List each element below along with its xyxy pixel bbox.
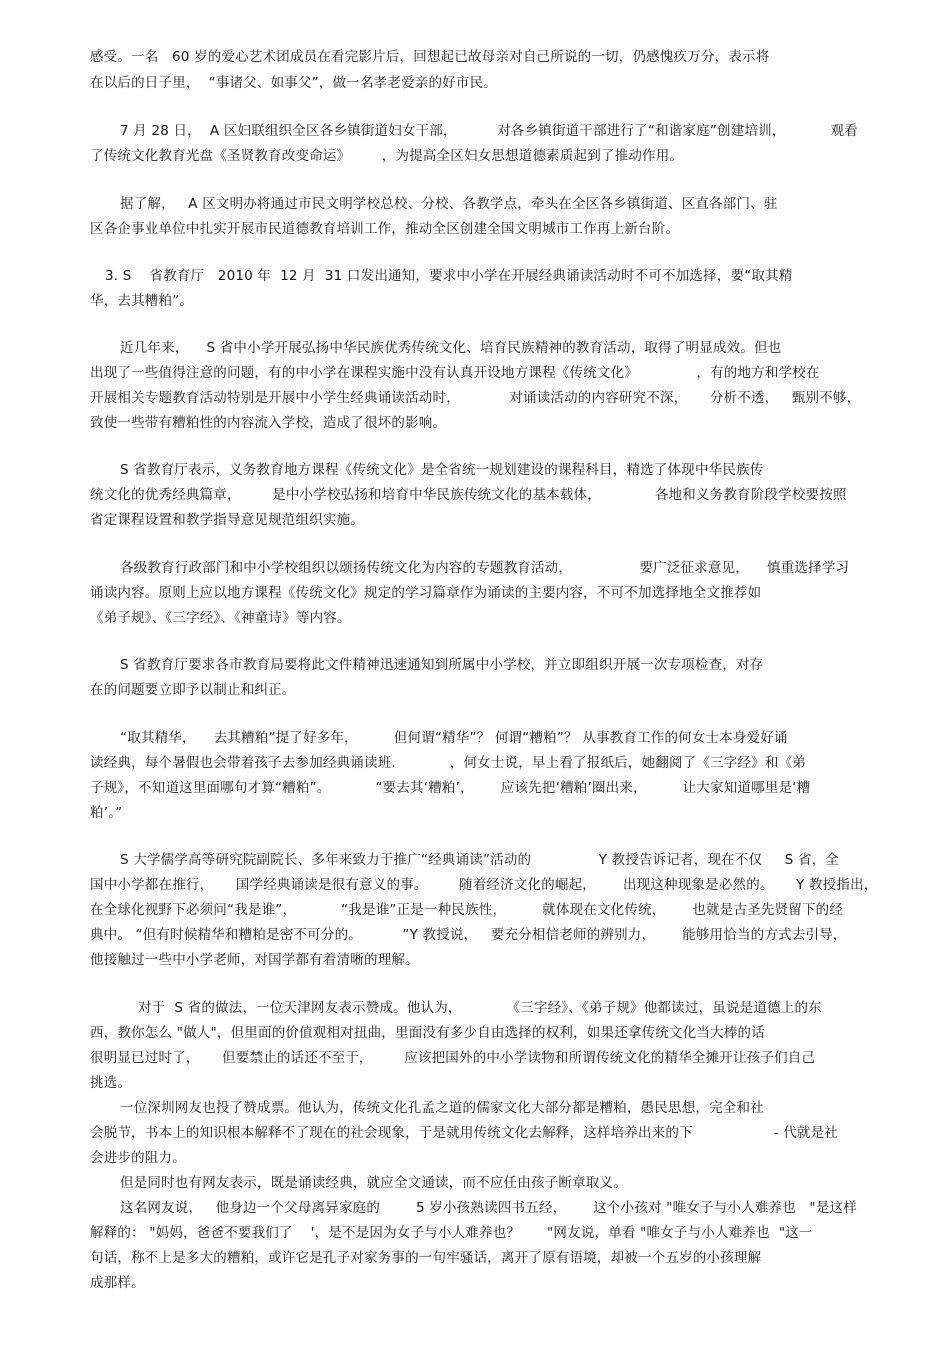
text-line: 省定课程设置和教学指导意见规范组织实施。 <box>90 512 364 528</box>
text-line: 感受。一名 60 岁的爱心艺术团成员在看完影片后，回想起已故母亲对自己所说的一切，仍感愧疚万分，表示将 <box>90 49 770 65</box>
text-line: 一位深圳网友也投了赞成票。他认为，传统文化孔孟之道的儒家文化大部分都是糟粕，愚民思想，完全和社 <box>120 1100 764 1116</box>
text-line: 据了解， A 区文明办将通过市民文明学校总校、分校、各教学点，牵头在全区各乡镇街道、区直各部门、驻 <box>120 196 778 212</box>
text-line: 出现了一些值得注意的问题，有的中小学在课程实施中没有认真开设地方课程《传统文化》 ，有的地方和学校在 <box>90 365 820 381</box>
text-line: 成那样。 <box>90 1275 145 1291</box>
text-line: 各级教育行政部门和中小学校组织以颂扬传统文化为内容的专题教育活动， 要广泛征求意见， 慎重选择学习 <box>120 560 850 576</box>
text-line: S 省教育厅要求各市教育局要将此文件精神迅速通知到所属中小学校，并立即组织开展一次专项检查，对存 <box>120 657 764 673</box>
text-line: 他接触过一些中小学老师，对国学都有着清晰的理解。 <box>90 952 419 968</box>
text-line: 对于 S 省的做法，一位天津网友表示赞成。他认为， 《三字经》、《弟子规》他都读过，虽说是道德上的东 <box>138 1000 822 1016</box>
text-line: 在的问题要立即予以制止和纠正。 <box>90 682 296 698</box>
text-line: 开展相关专题教育活动特别是开展中小学生经典诵读活动时， 对诵读活动的内容研究不深， 分析不透， 甄别不够， <box>90 390 861 406</box>
text-line: 但是同时也有网友表示，既是诵读经典，就应全文通读，而不应任由孩子断章取义。 <box>120 1175 627 1191</box>
text-line: 西，教你怎么 "做人"，但里面的价值观相对扭曲，里面没有多少自由选择的权利，如果还拿传统文化当大棒的话 <box>90 1025 765 1041</box>
text-line: 诵读内容。原则上应以地方课程《传统文化》规定的学习篇章作为诵读的主要内容，不可不加选择地全文推荐如 <box>90 585 762 601</box>
text-line: 子规》，不知道这里面哪句才算“糟粕”。 “要去其‘糟粕’， 应该先把‘糟粕’圈出来， 让大家知道哪里是‘糟 <box>90 780 811 796</box>
text-line: 华，去其糟粕”。 <box>90 293 194 309</box>
text-line: 这名网友说， 他身边一个父母离异家庭的 5 岁小孩熟读四书五经， 这个小孩对 "唯女子与小人难养也 "是这样 <box>120 1200 857 1216</box>
text-line: S 省教育厅表示，义务教育地方课程《传统文化》是全省统一规划建设的课程科目，精选了体现中华民族传 <box>120 462 764 478</box>
text-line: 致使一些带有糟粕性的内容流入学校，造成了很坏的影响。 <box>90 415 447 431</box>
text-line: 读经典，每个暑假也会带着孩子去参加经典诵读班. ，何女士说，早上看了报纸后，她翻阅了《三字经》和《弟 <box>90 755 806 771</box>
text-line: 典中。 “但有时候精华和糟粕是密不可分的。 ”Y 教授说， 要充分相信老师的辨别力， 能够用恰当的方式去引导， <box>90 927 847 943</box>
text-line: “取其精华， 去其糟粕”提了好多年， 但何谓“精华”？ 何谓“糟粕”？ 从事教育工作的何女士本身爱好诵 <box>120 730 788 746</box>
text-line: 句话，称不上是多大的糟粕，或许它是孔子对家务事的一句牢骚话，离开了原有语境，却被一个五岁的小孩理解 <box>90 1250 762 1266</box>
text-line: 在以后的日子里， “事诸父、如事父”，做一名孝老爱亲的好市民。 <box>90 75 497 91</box>
text-line: 在全球化视野下必须问“我是谁”， “我是谁”正是一种民族性， 就体现在文化传统， 也就是古圣先贤留下的经 <box>90 902 844 918</box>
text-line: S 大学儒学高等研究院副院长、多年来致力于推广“经典诵读”活动的 Y 教授告诉记者，现在不仅 S 省，全 <box>120 852 840 868</box>
text-line: 粕’。” <box>90 805 123 821</box>
text-line: 会进步的阻力。 <box>90 1150 186 1166</box>
text-line: 了传统文化教育光盘《圣贤教育改变命运》 ，为提高全区妇女思想道德素质起到了推动作用。 <box>90 148 684 164</box>
text-line: 统文化的优秀经典篇章， 是中小学校弘扬和培育中华民族传统文化的基本载体， 各地和义务教育阶段学校要按照 <box>90 487 847 503</box>
text-line: 挑选。 <box>90 1075 132 1091</box>
text-line: 国中小学都在推行， 国学经典诵读是很有意义的事。 随着经济文化的崛起， 出现这种现象是必然的。 Y 教授指出， <box>90 877 878 893</box>
text-line: 很明显已过时了， 但要禁止的话还不至于， 应该把国外的中小学读物和所谓传统文化的精华全摊开让孩子们自己 <box>90 1050 816 1066</box>
text-line: 区各企事业单位中扎实开展市民道德教育培训工作，推动全区创建全国文明城市工作再上新台阶。 <box>90 221 680 237</box>
text-line: 7 月 28 日， A 区妇联组织全区各乡镇街道妇女干部， 对各乡镇街道干部进行了“和谐家庭”创建培训， 观看 <box>120 123 858 139</box>
text-line: 近几年来， S 省中小学开展弘扬中华民族优秀传统文化、培育民族精神的教育活动，取得了明显成效。但也 <box>120 340 782 356</box>
text-line: 3. S 省教育厅 2010 年 12 月 31 口发出通知，要求中小学在开展经典诵读活动时不可不加选择，要“取其精 <box>105 268 793 284</box>
text-line: 会脱节，书本上的知识根本解释不了现在的社会现象，于是就用传统文化去解释，这样培养出来的下 - 代就是社 <box>90 1125 839 1141</box>
text-line: 《弟子规》、《三字经》、《神童诗》等内容。 <box>90 610 351 626</box>
text-line: 解释的： "妈妈，爸爸不要我们了 '，是不是因为女子与小人难养也？ "网友说，单看 "唯女子与小人难养也 "这一 <box>90 1225 813 1241</box>
